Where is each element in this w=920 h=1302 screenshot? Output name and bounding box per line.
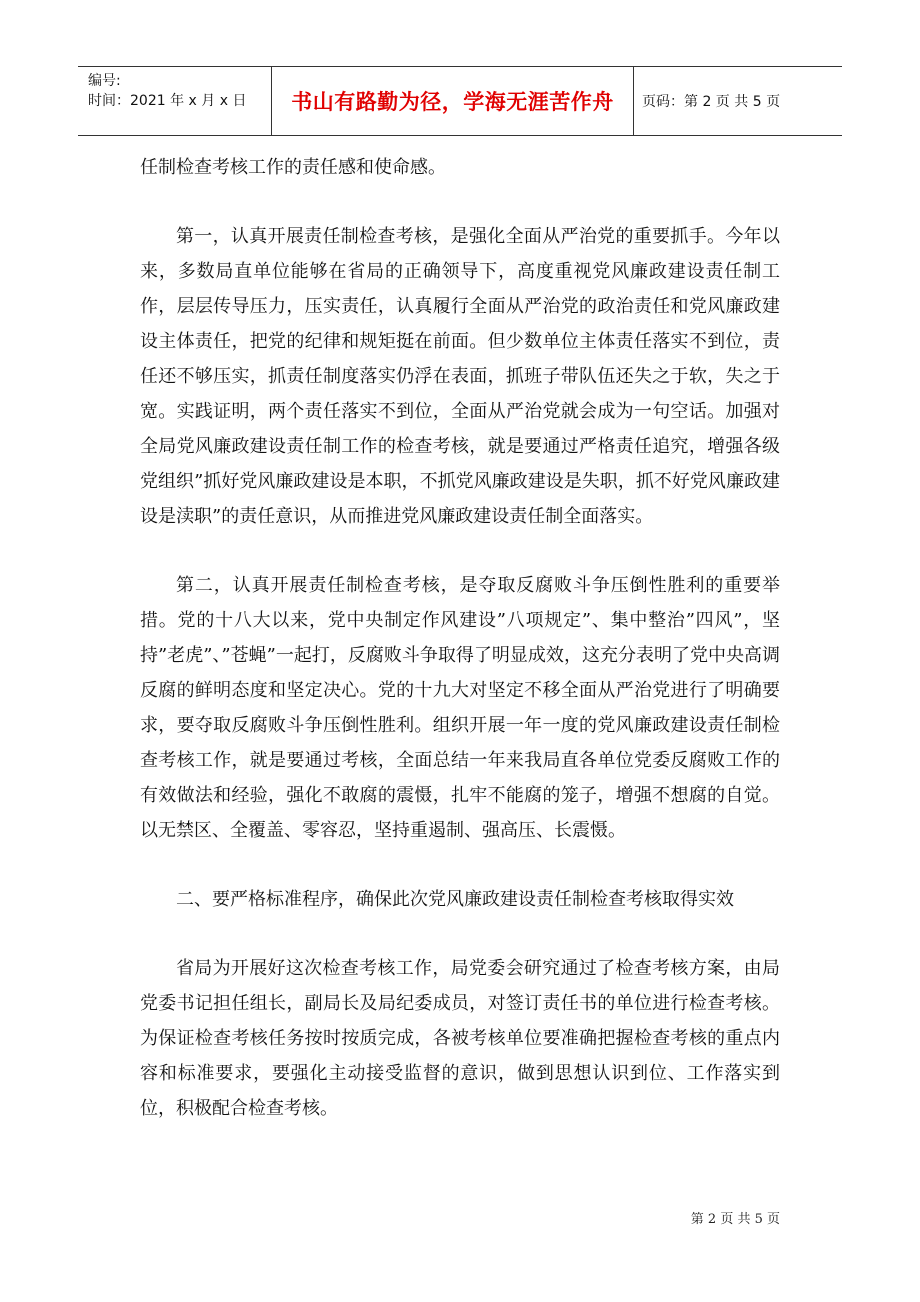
footer-page-label: 第 2 页 共 5 页 [690, 1212, 780, 1227]
motto-text: 书山有路勤为径，学海无涯苦作舟 [291, 90, 614, 114]
doc-number-label: 编号: [88, 73, 121, 89]
paragraph-provincial-bureau: 省局为开展好这次检查考核工作，局党委会研究通过了检查考核方案，由局党委书记担任组长，副局长及局纪委成员，对签订责任书的单位进行检查考核。为保证检查考核任务按时按质完成，各被考核单位要准确把握检查考核的重点内容和标准要求，要强化主动接受监督的意识，做到思想认识到位、工作落实到位，积极配合检查考核。 [140, 958, 780, 1119]
page-header [78, 66, 842, 136]
header-page-info [634, 67, 842, 135]
paragraph-second-point: 第二，认真开展责任制检查考核，是夺取反腐败斗争压倒性胜利的重要举措。党的十八大以来，党中央制定作风建设”八项规定”、集中整治”四风”，坚持”老虎”、”苍蝇”一起打，反腐败斗争取得了明显成效，这充分表明了党中央高调反腐的鲜明态度和坚定决心。党的十九大对坚定不移全面从严治党进行了明确要求，要夺取反腐败斗争压倒性胜利。组织开展一年一度的党风廉政建设责任制检查考核工作，就是要通过考核，全面总结一年来我局直各单位党委反腐败工作的有效做法和经验，强化不敢腐的震慑，扎牢不能腐的笼子，增强不想腐的自觉。以无禁区、全覆盖、零容忍，坚持重遏制、强高压、长震慑。 [140, 575, 780, 841]
page-info-text: 页码：第 2 页 共 5 页 [642, 94, 781, 110]
page-footer [691, 1208, 780, 1227]
paragraph-first-point: 第一，认真开展责任制检查考核，是强化全面从严治党的重要抓手。今年以来，多数局直单位能够在省局的正确领导下，高度重视党风廉政建设责任制工作，层层传导压力，压实责任，认真履行全面从严治党的政治责任和党风廉政建设主体责任，把党的纪律和规矩挺在前面。但少数单位主体责任落实不到位，责任还不够压实，抓责任制度落实仍浮在表面，抓班子带队伍还失之于软，失之于宽。实践证明，两个责任落实不到位，全面从严治党就会成为一句空话。加强对全局党风廉政建设责任制工作的检查考核，就是要通过严格责任追究，增强各级党组织”抓好党风廉政建设是本职，不抓党风廉政建设是失职，抓不好党风廉政建设是渎职”的责任意识，从而推进党风廉政建设责任制全面落实。 [140, 226, 780, 527]
document-body [140, 150, 780, 1126]
header-motto [272, 67, 634, 135]
paragraph-continuation: 任制检查考核工作的责任感和使命感。 [140, 157, 446, 178]
date-line: 时间：2021 年 x 月 x 日 [88, 93, 247, 109]
section-heading: 二、要严格标准程序，确保此次党风廉政建设责任制检查考核取得实效 [176, 889, 734, 910]
header-meta [78, 67, 272, 135]
